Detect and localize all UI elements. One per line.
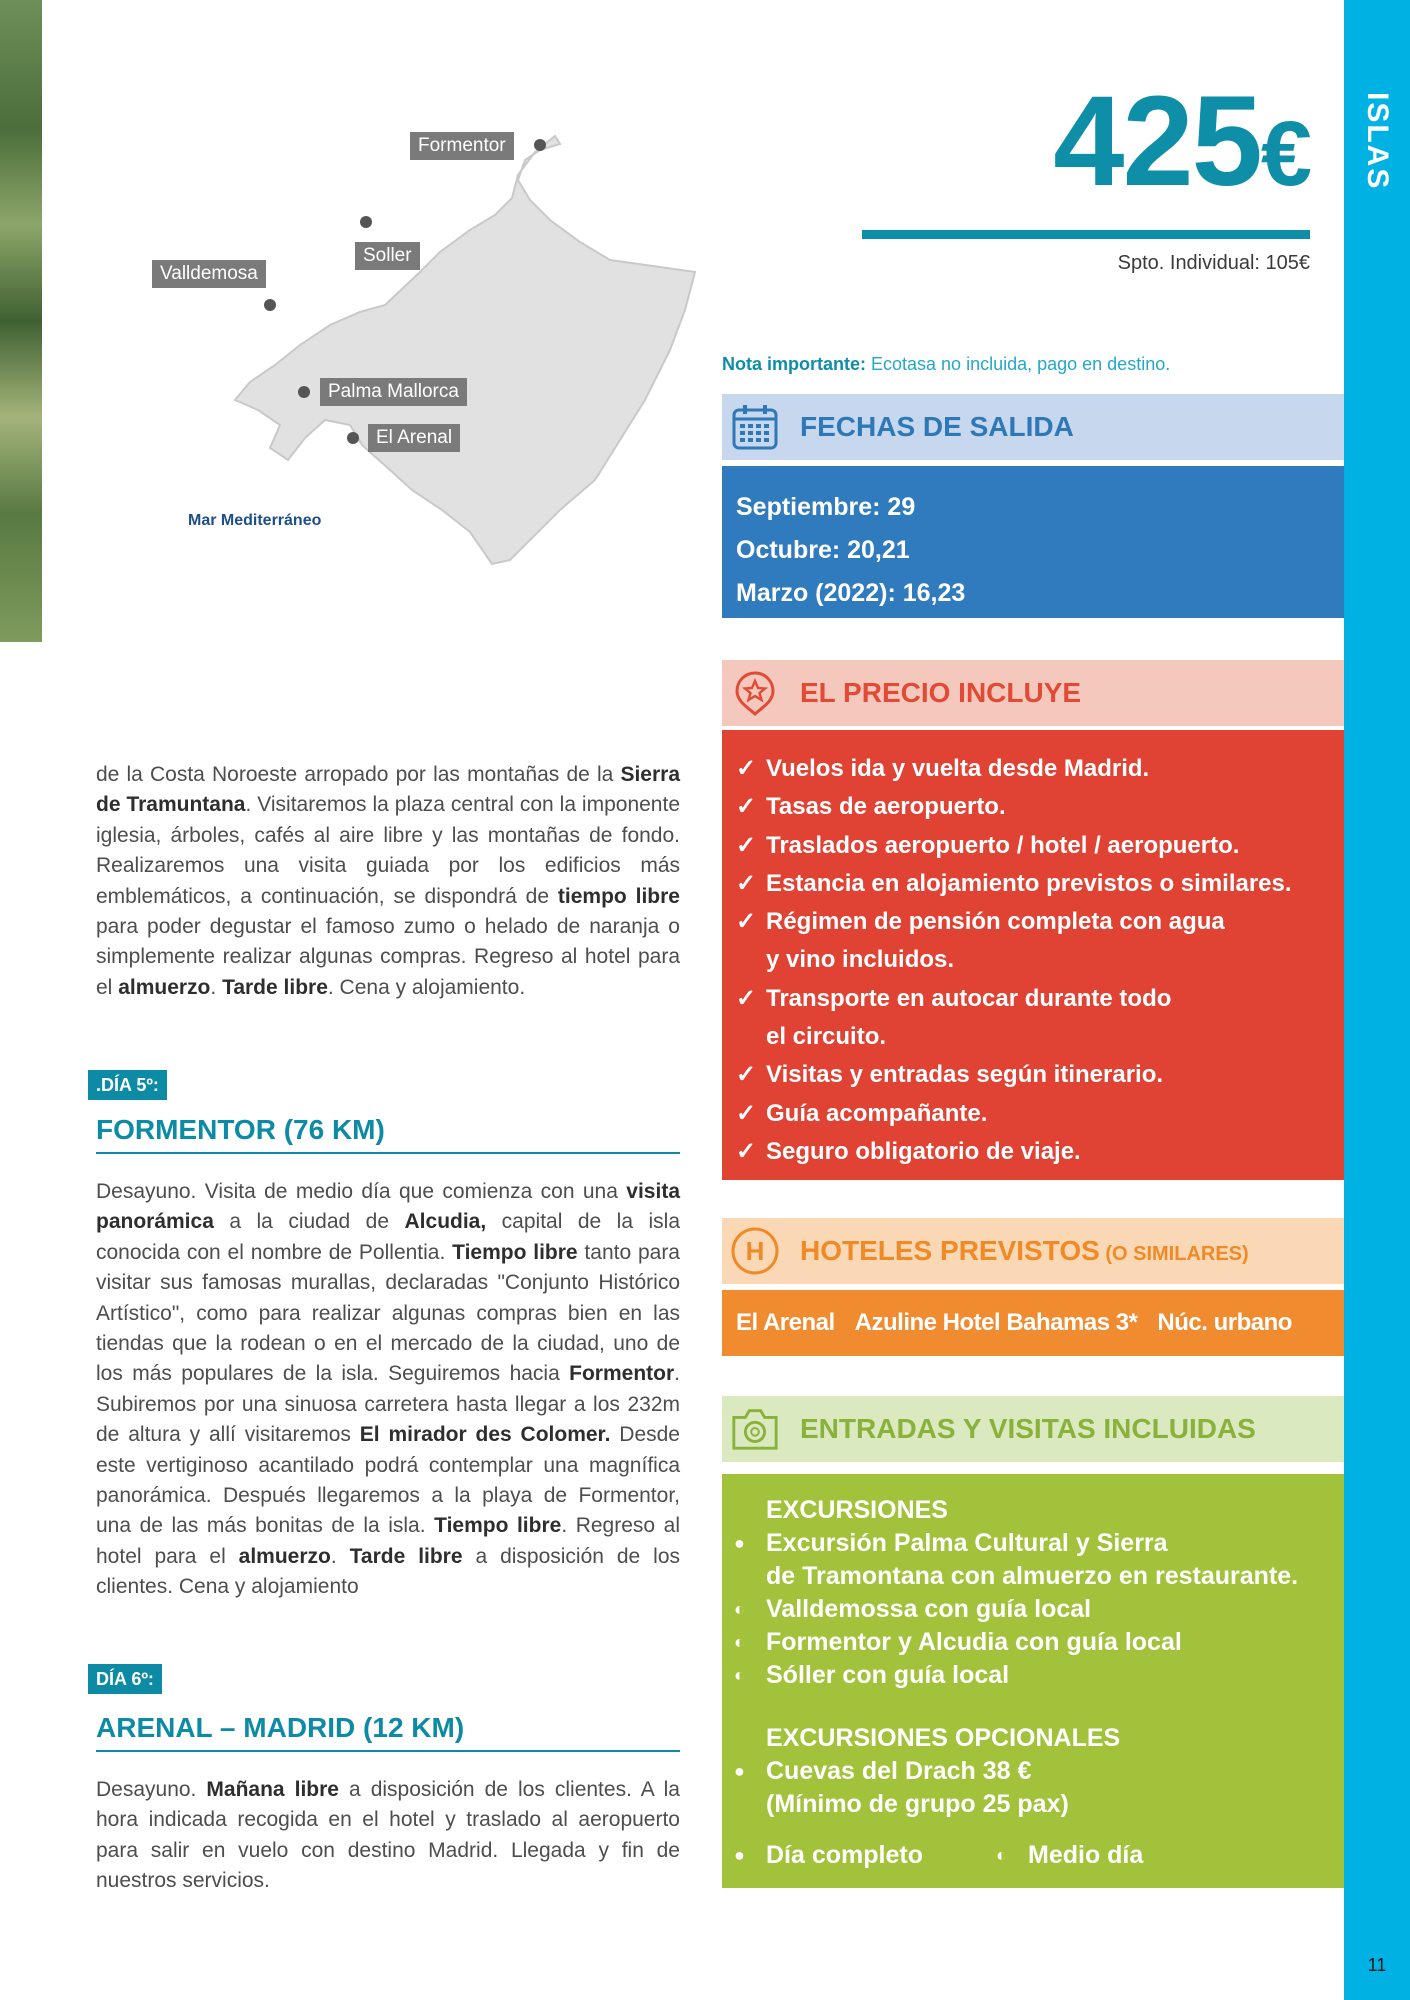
emphasis: Tarde libre [222, 975, 328, 999]
list-item: ✓ Estancia en alojamiento previstos o similares. [736, 865, 1344, 903]
departure-dates-list [722, 466, 1344, 618]
section-label: ISLAS [1361, 92, 1394, 191]
note-label: Nota importante: [722, 354, 866, 374]
list-item: ◐ Valldemossa con guía local [734, 1593, 1344, 1626]
palma-dot [298, 386, 310, 398]
list-item: ✓ Traslados aeropuerto / hotel / aeropuerto. [736, 827, 1344, 865]
day6-title: ARENAL – MADRID (12 KM) [96, 1710, 680, 1752]
important-note [722, 354, 1170, 375]
check-icon: ✓ [736, 755, 757, 782]
visits-header [722, 1396, 1344, 1462]
departure-dates-header [722, 394, 1344, 460]
itinerary-intro: de la Costa Noroeste arropado por las montañas de la Sierra de Tramuntana. Visitaremos la plaza central con la imponente iglesia, árboles, cafés al aire libre y las montañas de fondo. Realizaremos una visita guiada por los edificios más emblemáticos, a continuación, se dispondrá de tiempo libre para poder degustar el famoso zumo o helado de naranja o simplemente realizar algunas compras. Regreso al hotel para el almuerzo. Tarde libre. Cena y alojamiento. [96, 763, 680, 999]
price-rule [862, 230, 1310, 239]
departure-dates-title: FECHAS DE SALIDA [800, 411, 1074, 442]
emphasis: Sierra de Tramuntana [96, 763, 680, 817]
check-icon: ✓ [736, 793, 757, 821]
list-item: ● Excursión Palma Cultural y Sierra de Tramontana con almuerzo en restaurante. [734, 1527, 1344, 1593]
check-icon: ✓ [736, 831, 757, 859]
legend-half-day: Medio día [1028, 1841, 1144, 1869]
emphasis: Tiempo libre [452, 1240, 578, 1264]
emphasis: Mañana libre [206, 1778, 339, 1801]
price [990, 70, 1310, 218]
check-icon: ✓ [736, 1099, 757, 1127]
emphasis: Tiempo libre [434, 1514, 562, 1538]
formentor-dot [534, 139, 546, 151]
list-item: ✓ Tasas de aeropuerto. [736, 788, 1344, 826]
day5-tag: .DÍA 5º: [88, 1070, 167, 1100]
price-amount: 425 [1053, 70, 1261, 213]
excursions-subtitle: EXCURSIONES [766, 1496, 948, 1524]
list-item: ✓ Visitas y entradas según itinerario. [736, 1056, 1344, 1094]
emphasis: El mirador des Colomer. [359, 1423, 611, 1447]
half-day-icon: ◐ [734, 1665, 745, 1685]
mallorca-map [140, 120, 700, 570]
emphasis: visita panorámica [96, 1180, 680, 1234]
price-includes-list [722, 730, 1344, 1180]
check-icon: ✓ [736, 1137, 757, 1165]
list-item: ◐ Formentor y Alcudia con guía local [734, 1626, 1344, 1659]
page-number: 11 [1367, 1955, 1387, 1975]
emphasis: Formentor [569, 1362, 675, 1386]
photo-strip [0, 0, 42, 642]
hotel-city: El Arenal [736, 1309, 835, 1336]
optional-excursions-subtitle: EXCURSIONES OPCIONALES [766, 1724, 1121, 1752]
check-icon: ✓ [736, 908, 757, 936]
list-item: ✓ Guía acompañante. [736, 1095, 1344, 1133]
map-label-formentor: Formentor [410, 132, 514, 160]
check-icon: ✓ [736, 1061, 757, 1089]
emphasis: Tarde libre [349, 1544, 463, 1568]
legend [734, 1839, 1344, 1872]
hotel-location: Núc. urbano [1157, 1309, 1292, 1336]
visits-title: ENTRADAS Y VISITAS INCLUIDAS [800, 1413, 1256, 1444]
list-item: ✓ Transporte en autocar durante todo el circuito. [736, 980, 1344, 1057]
single-supplement: Spto. Individual: 105€ [1117, 252, 1310, 274]
map-label-arenal: El Arenal [368, 424, 460, 452]
list-item: ◐ Sóller con guía local [734, 1659, 1344, 1692]
check-icon: ✓ [736, 869, 757, 897]
calendar-icon [730, 402, 780, 452]
emphasis: tiempo libre [557, 884, 680, 908]
check-icon: ✓ [736, 984, 757, 1012]
full-day-icon: ● [734, 1845, 745, 1865]
note-text: Ecotasa no incluida, pago en destino. [866, 354, 1171, 374]
soller-dot [360, 216, 372, 228]
full-day-icon: ● [734, 1533, 745, 1553]
half-day-icon: ◐ [996, 1845, 1007, 1865]
day6-tag: DÍA 6º: [88, 1664, 162, 1694]
list-item: ✓ Vuelos ida y vuelta desde Madrid. [736, 750, 1344, 788]
price-currency: € [1260, 103, 1310, 205]
svg-text:H: H [745, 1236, 765, 1266]
list-item: ● Cuevas del Drach 38 € (Mínimo de grupo 25 pax) [734, 1755, 1344, 1821]
hotels-header [722, 1218, 1344, 1284]
emphasis: almuerzo [118, 975, 211, 999]
side-band [1344, 0, 1410, 2000]
star-badge-icon [730, 668, 780, 718]
map-label-valldemosa: Valldemosa [152, 260, 266, 288]
date-line: Septiembre: 29 [736, 493, 916, 521]
legend-full-day: Día completo [766, 1841, 923, 1869]
visits-list [722, 1474, 1344, 1888]
day5-text: Desayuno. Visita de medio día que comienza con una visita panorámica a la ciudad de Alcudia, capital de la isla conocida con el nombre de Pollentia. Tiempo libre tanto para visitar sus famosas murallas, declaradas "Conjunto Histórico Artístico", como para realizar algunas compras bien en las tiendas que la rodean o en el mercado de la ciudad, uno de los más populares de la isla. Seguiremos hacia Formentor. Subiremos por una sinuosa carretera hasta llegar a los 232m de altura y allí visitaremos El mirador des Colomer. Desde este vertiginoso acantilado podrá contemplar una magnífica panorámica. Después llegaremos a la playa de Formentor, una de las más bonitas de la isla. Tiempo libre. Regreso al hotel para el almuerzo. Tarde libre a disposición de los clientes. Cena y alojamiento [96, 1180, 680, 1599]
price-includes-title: EL PRECIO INCLUYE [800, 677, 1082, 708]
hotels-title: HOTELES PREVISTOS (O SIMILARES) [800, 1235, 1249, 1266]
full-day-icon: ● [734, 1761, 745, 1781]
hotel-name: Azuline Hotel Bahamas 3* [854, 1309, 1138, 1336]
arenal-dot [347, 432, 359, 444]
price-includes-header [722, 660, 1344, 726]
island-shape [140, 120, 700, 570]
date-line: Marzo (2022): 16,23 [736, 579, 966, 607]
list-item: ✓ Régimen de pensión completa con agua y vino incluidos. [736, 903, 1344, 980]
half-day-icon: ◐ [734, 1599, 745, 1619]
hotel-icon [730, 1226, 780, 1276]
map-label-soller: Soller [355, 242, 420, 270]
half-day-icon: ◐ [734, 1632, 745, 1652]
valldemosa-dot [264, 299, 276, 311]
emphasis: almuerzo [238, 1544, 331, 1568]
camera-icon [730, 1404, 780, 1454]
hotel-row [722, 1290, 1344, 1356]
map-label-palma: Palma Mallorca [320, 378, 467, 406]
day6-text: Desayuno. Mañana libre a disposición de los clientes. A la hora indicada recogida en el hotel y traslado al aeropuerto para salir en vuelo con destino Madrid. Llegada y fin de nuestros servicios. [96, 1778, 680, 1893]
day5-title: FORMENTOR (76 KM) [96, 1112, 680, 1154]
list-item: ✓ Seguro obligatorio de viaje. [736, 1133, 1344, 1171]
date-line: Octubre: 20,21 [736, 536, 910, 564]
map-sea-label: Mar Mediterráneo [188, 512, 322, 529]
emphasis: Alcudia, [404, 1210, 487, 1234]
